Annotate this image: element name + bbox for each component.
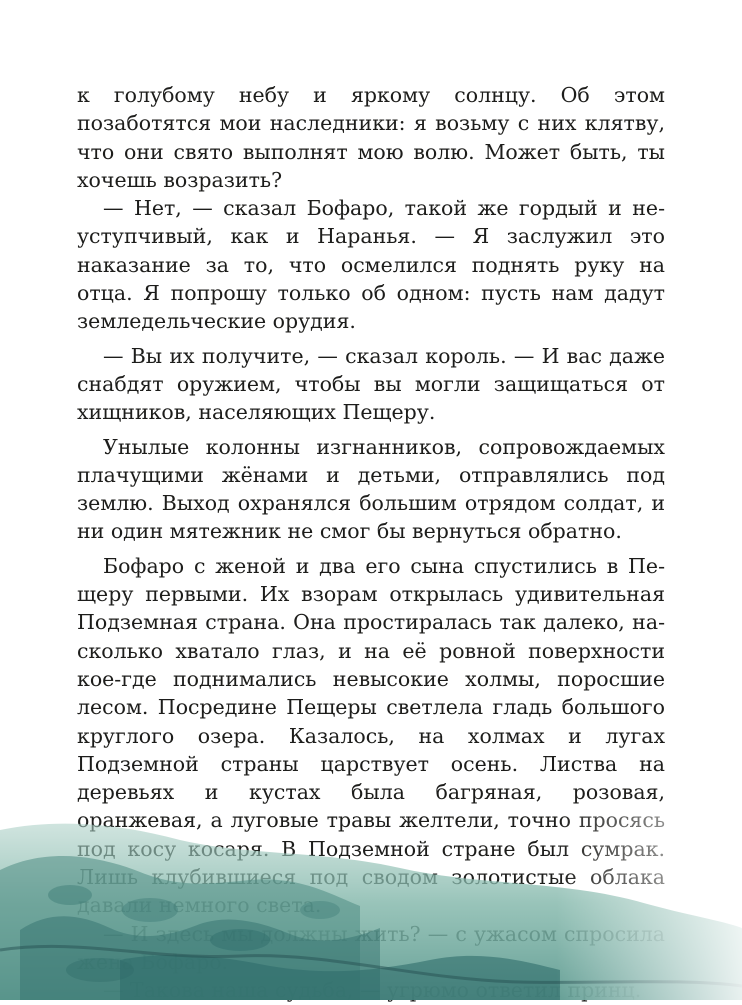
paragraph-4: Унылые колонны изгнанников, сопровождаемых плачущими жёнами и детьми, отправлялись под землю. Выход охранялся большим отрядом солдат, и ни один мятежник не смог бы вернуться обратно. [77, 434, 665, 544]
watercolor-landscape-illustration [0, 810, 742, 1000]
paragraph-2: — Нет, — сказал Бофаро, такой же гордый и неуступчивый, как и Наранья. — Я заслужил это наказание за то, что осмелился поднять руку на отца. Я попрошу только об одном: пусть нам дадут земледельческие орудия. [77, 196, 665, 334]
paragraph-1: к голубому небу и яркому солнцу. Об этом позаботятся мои наследники: я возьму с них клятву, что они свято выполнят мою волю. Может быть, ты хочешь возразить? [77, 83, 665, 192]
paragraph-3: — Вы их получите, — сказал король. — И вас даже снабдят оружием, чтобы вы могли защищаться от хищников, населяющих Пещеру. [77, 343, 665, 425]
paragraph-5: Бофаро с женой и два его сына спустились в Пещеру первыми. Их взорам открылась удивительная Подземная страна. Она простиралась так далеко, насколько хватало глаз, и на её ровной поверхности кое-где поднимались невысокие холмы, поросшие лесом. Посредине Пещеры светлела гладь большого круглого озера. Казалось, на холмах и лугах Подземной страны царствует осень. Листва на деревьях и кустах была багряная, розовая, [77, 553, 665, 805]
